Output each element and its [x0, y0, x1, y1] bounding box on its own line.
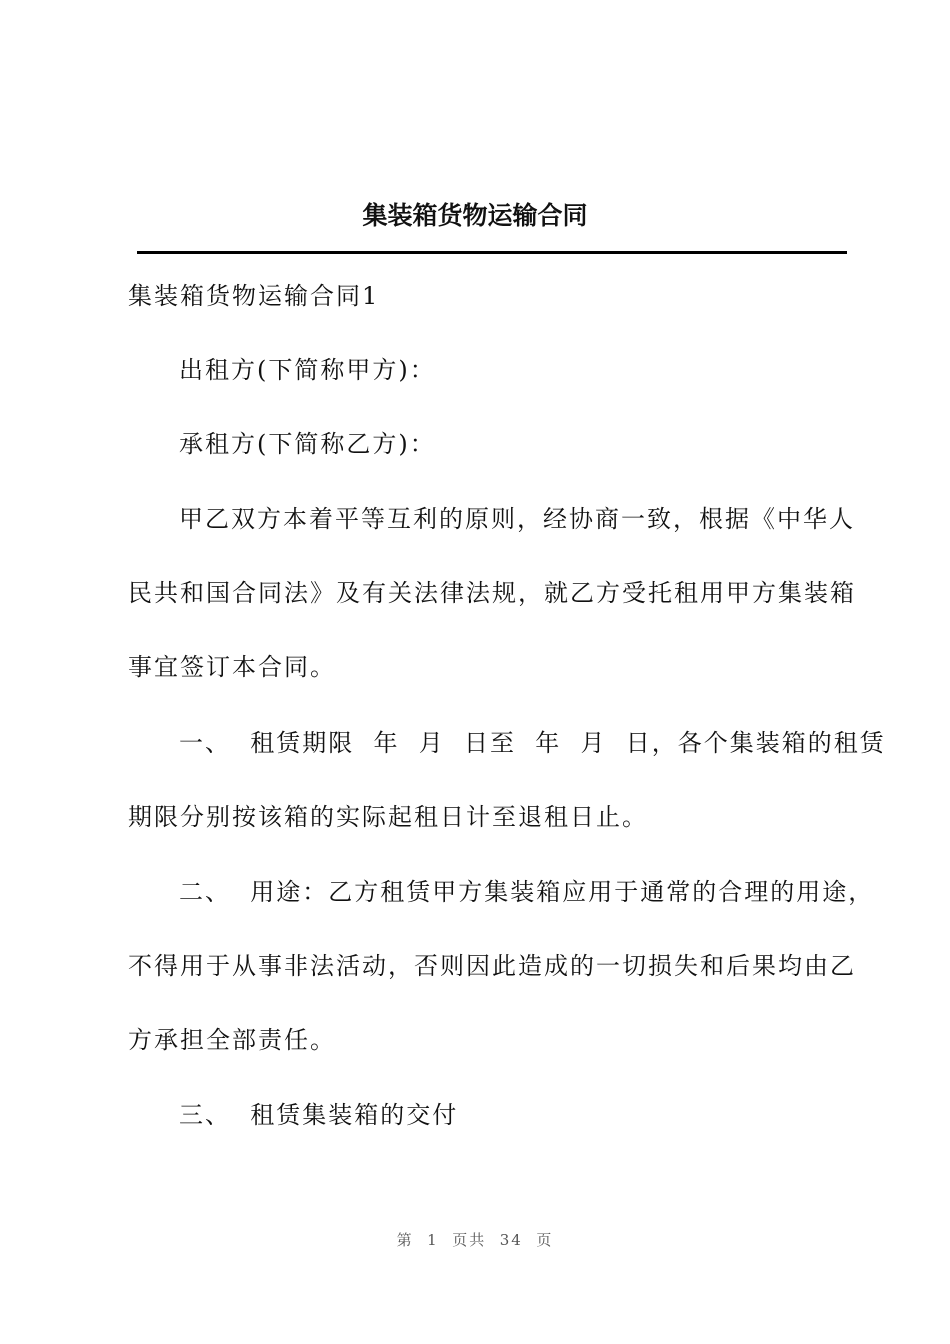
clause-1-line-2: 期限分别按该箱的实际起租日计至退租日止。: [128, 803, 648, 831]
lessor-line: 出租方(下简称甲方)：: [179, 356, 436, 384]
preamble-line-3: 事宜签订本合同。: [128, 653, 336, 681]
contract-heading: 集装箱货物运输合同1: [128, 282, 380, 310]
clause-2-line-2: 不得用于从事非法活动，否则因此造成的一切损失和后果均由乙: [128, 952, 856, 980]
clause-3-heading: 三、 租赁集装箱的交付: [179, 1101, 459, 1129]
lessee-line: 承租方(下简称乙方)：: [179, 430, 436, 458]
preamble-line-2: 民共和国合同法》及有关法律法规，就乙方受托租用甲方集装箱: [128, 579, 856, 607]
title-divider: [137, 251, 847, 254]
page-number-footer: 第 1 页共 34 页: [396, 1231, 554, 1249]
clause-2-line-3: 方承担全部责任。: [128, 1026, 336, 1054]
clause-2-line-1: 二、 用途：乙方租赁甲方集装箱应用于通常的合理的用途，: [179, 878, 875, 906]
page-title: 集装箱货物运输合同: [362, 201, 588, 230]
preamble-line-1: 甲乙双方本着平等互利的原则，经协商一致，根据《中华人: [179, 505, 855, 533]
clause-1-line-1: 一、 租赁期限 年 月 日至 年 月 日，各个集装箱的租赁: [179, 729, 886, 757]
